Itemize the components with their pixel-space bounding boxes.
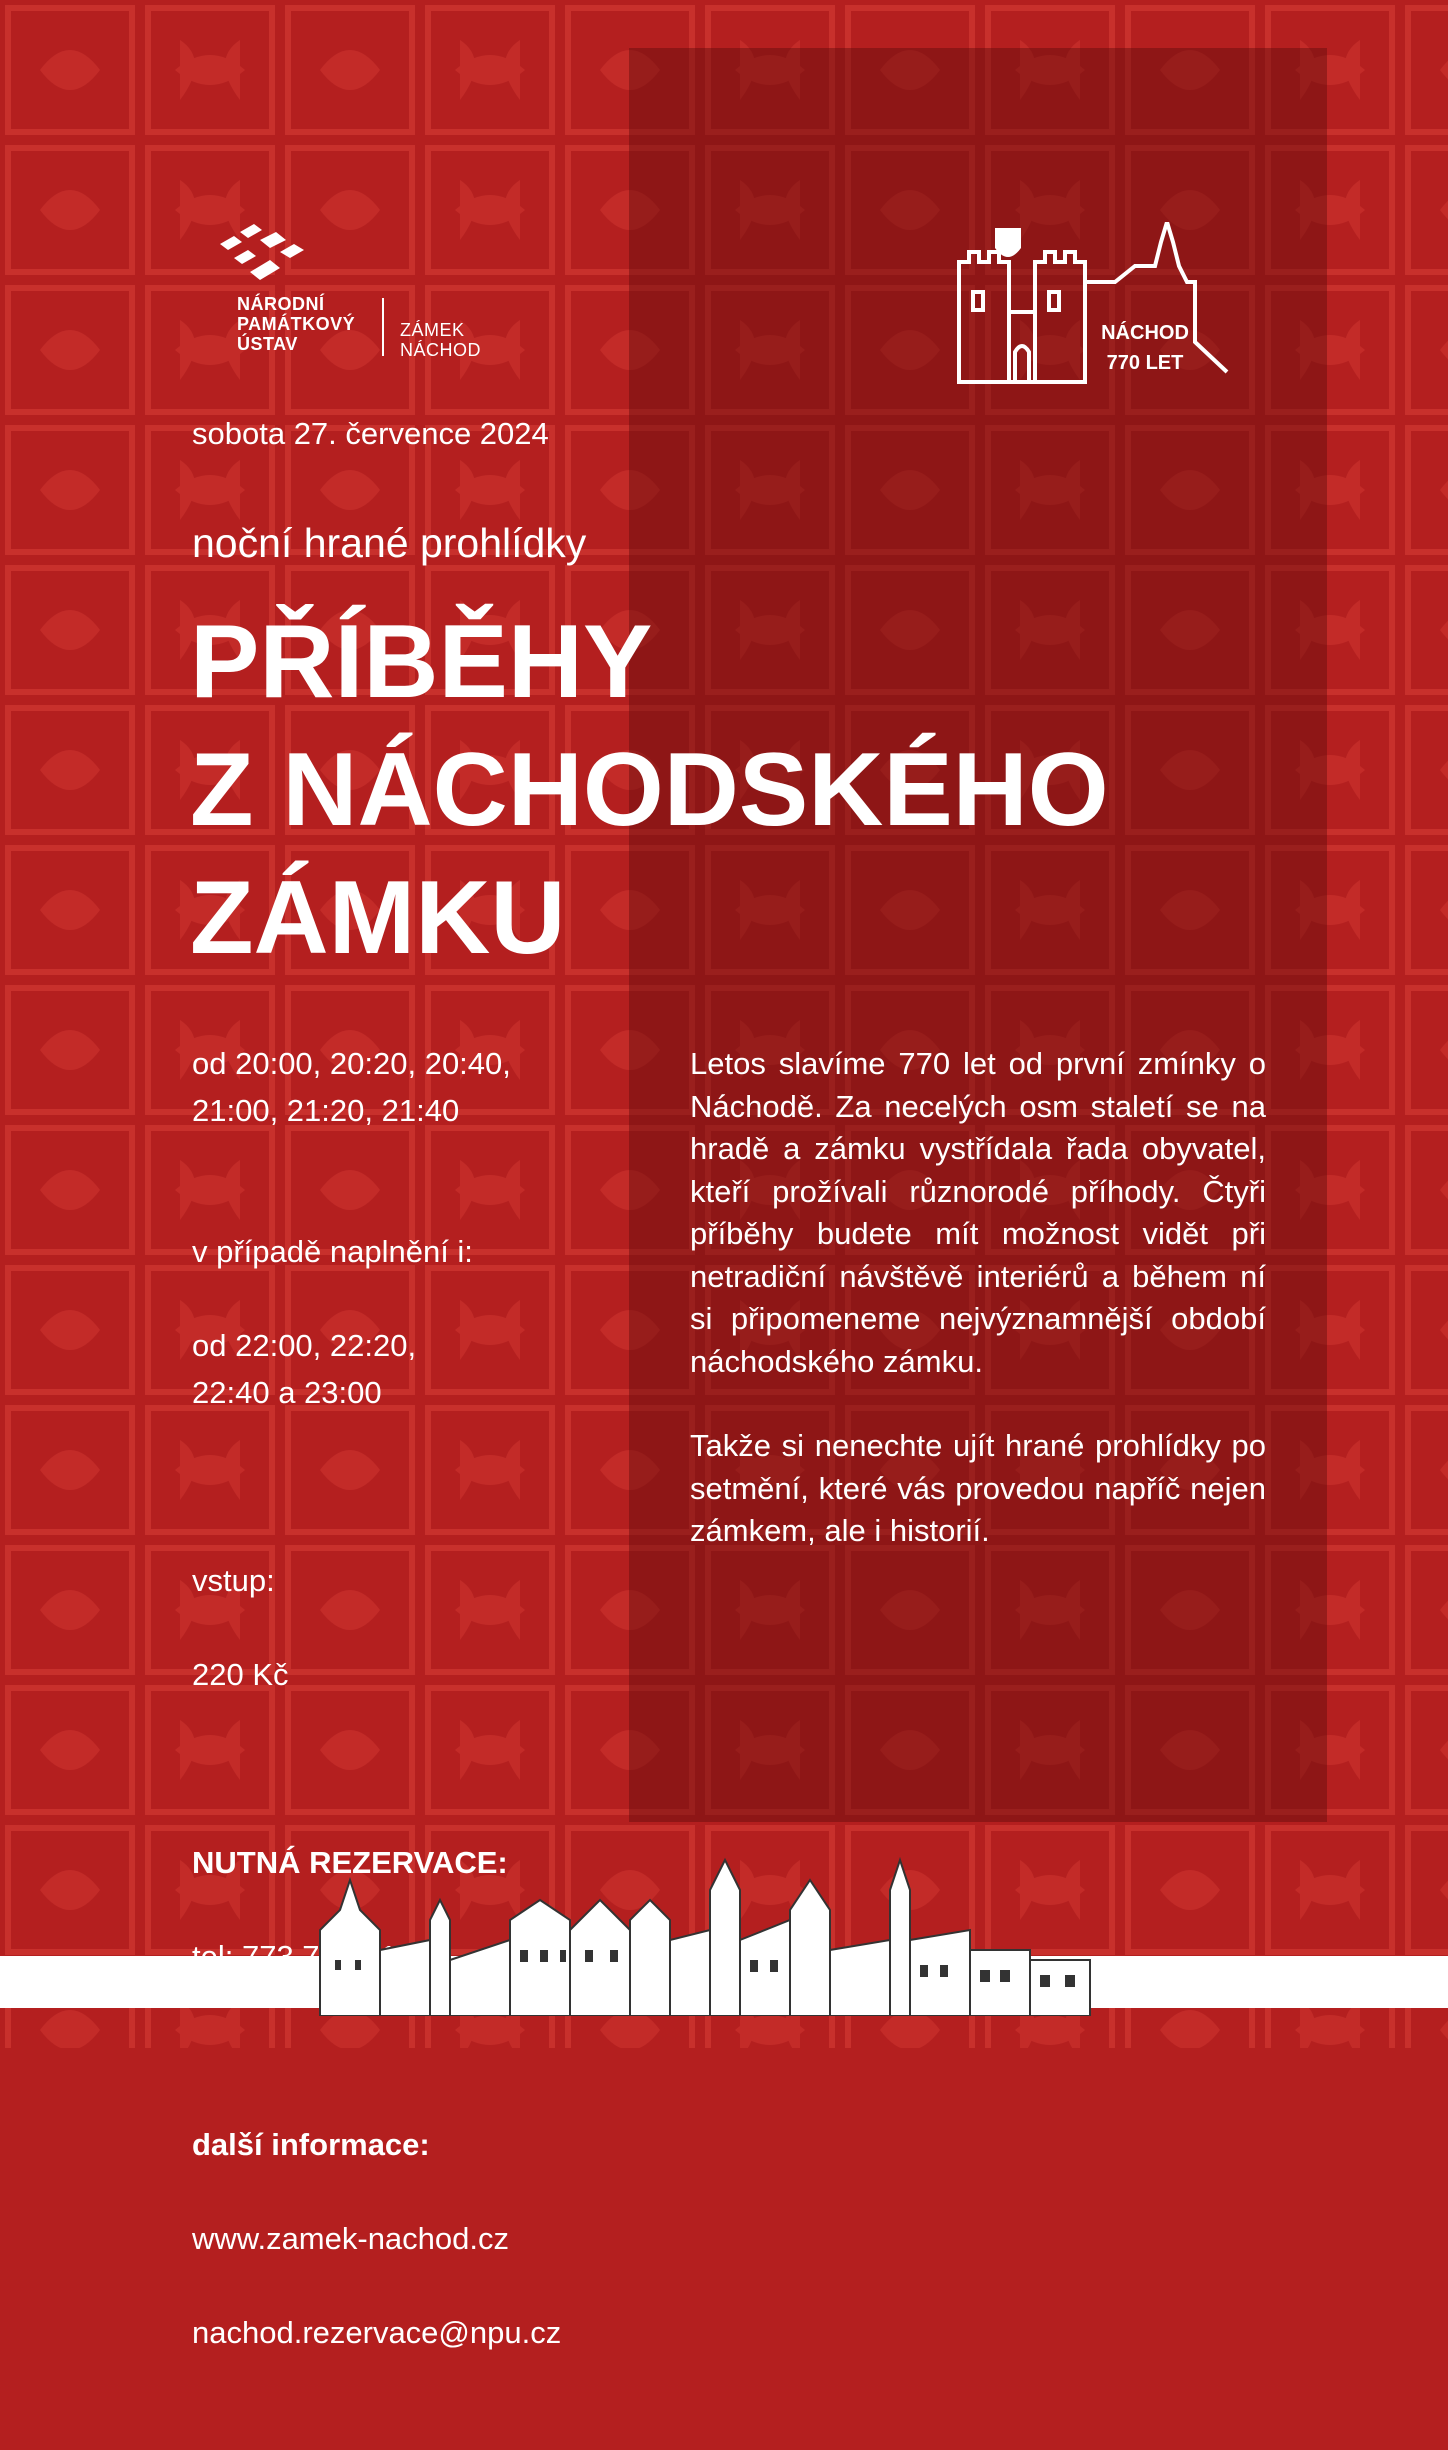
extra-times-label: v případě naplnění i: [192,1234,473,1269]
town-skyline-illustration [310,1840,1140,2016]
entry-label: vstup: [192,1563,275,1598]
reservation-label: NUTNÁ REZERVACE: [192,1845,508,1880]
tour-times: od 20:00, 20:20, 20:40, 21:00, 21:20, 21:40 [192,1046,511,1128]
email-link[interactable]: nachod.rezervace@npu.cz [192,2315,562,2350]
event-description [690,1043,1266,1595]
extra-times-block [192,1181,632,1463]
anniversary-logo [955,222,1255,392]
entry-block [192,1510,632,1745]
extra-times: od 22:00, 22:20, 22:40 a 23:00 [192,1328,417,1410]
title-line: PŘÍBĚHY [190,604,653,720]
anniversary-text: NÁCHOD 770 LET [1101,322,1189,374]
event-info [192,1040,632,2450]
npu-name: NÁRODNÍ PAMÁTKOVÝ ÚSTAV [237,294,356,354]
event-date: sobota 27. července 2024 [192,416,549,451]
npu-mark-icon [210,222,310,287]
title-line: ZÁMKU [190,860,566,976]
event-subtitle: noční hrané prohlídky [192,520,587,566]
entry-price: 220 Kč [192,1657,289,1692]
more-info-block [192,2074,632,2403]
title-line: Z NÁCHODSKÉHO [190,732,1109,848]
website-link[interactable]: www.zamek-nachod.cz [192,2221,510,2256]
description-paragraph: Takže si nenechte ujít hrané prohlídky po setmění, které vás provedou napříč nejen zámkem, ale i historií. [690,1428,1266,1548]
description-paragraph: Letos slavíme 770 let od první zmínky o Náchodě. Za necelých osm staletí se na hradě a zámku vystřídala řada obyvatel, kteří prožívali různorodé příhody. Čtyři příběhy budete mít možnost vidět při netradiční návštěvě interiérů a během ní si připomeneme nejvýznamnější období náchodského zámku. [690,1046,1266,1379]
npu-subtitle: ZÁMEK NÁCHOD [400,320,482,360]
event-title [190,598,1190,982]
logo-divider [382,298,384,356]
npu-logo [210,222,500,372]
more-info-label: další informace: [192,2127,430,2162]
